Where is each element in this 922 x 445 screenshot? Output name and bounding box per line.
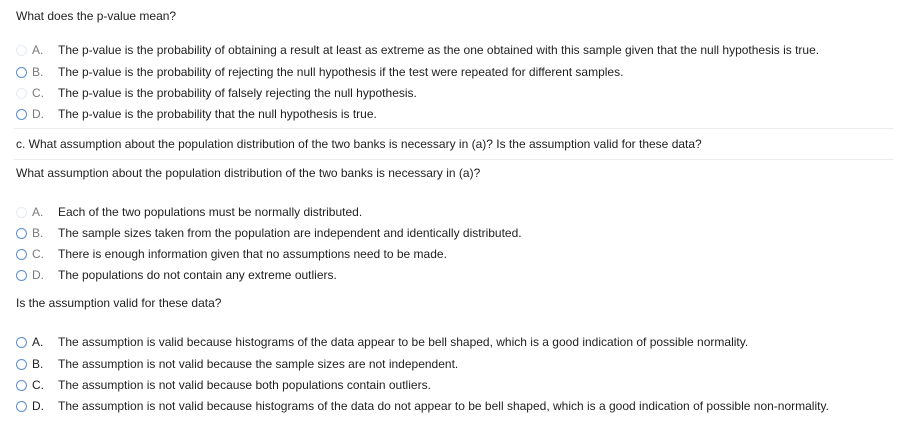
- option-text: The p-value is the probability of falsely rejecting the null hypothesis.: [58, 86, 417, 100]
- radio-button[interactable]: [16, 109, 27, 120]
- option-text: The assumption is not valid because both populations contain outliers.: [58, 378, 431, 392]
- radio-button[interactable]: [16, 207, 27, 218]
- option-3d[interactable]: [16, 398, 829, 414]
- option-text: There is enough information given that no assumptions need to be made.: [58, 247, 447, 261]
- option-text: The populations do not contain any extreme outliers.: [58, 268, 337, 282]
- option-text: The p-value is the probability of obtaining a result at least as extreme as the one obtained with this sample given that the null hypothesis is true.: [58, 43, 820, 57]
- option-letter: A.: [32, 335, 44, 349]
- option-1b[interactable]: [16, 64, 623, 80]
- option-letter: D.: [32, 399, 44, 413]
- option-3c[interactable]: [16, 377, 431, 393]
- option-text: The p-value is the probability that the null hypothesis is true.: [58, 107, 377, 121]
- radio-button[interactable]: [16, 270, 27, 281]
- question-assumption-valid: Is the assumption valid for these data?: [16, 296, 222, 310]
- question-assumption-necessary: What assumption about the population distribution of the two banks is necessary in (a)?: [16, 166, 481, 180]
- option-letter: D.: [32, 268, 44, 282]
- question-pvalue-meaning: What does the p-value mean?: [16, 9, 177, 23]
- radio-button[interactable]: [16, 45, 27, 56]
- option-letter: C.: [32, 86, 44, 100]
- option-text: The sample sizes taken from the population are independent and identically distributed.: [58, 226, 522, 240]
- option-3b[interactable]: [16, 356, 458, 372]
- option-letter: C.: [32, 378, 44, 392]
- option-text: The assumption is valid because histograms of the data appear to be bell shaped, which is a good indication of possible normality.: [58, 335, 749, 349]
- part-c-heading: c. What assumption about the population distribution of the two banks is necessary in (a)? Is the assumption valid for these data?: [16, 137, 702, 151]
- option-letter: B.: [32, 65, 44, 79]
- option-3a[interactable]: [16, 334, 748, 350]
- radio-button[interactable]: [16, 249, 27, 260]
- option-text: Each of the two populations must be normally distributed.: [58, 205, 363, 219]
- option-1a[interactable]: [16, 42, 819, 58]
- radio-button[interactable]: [16, 88, 27, 99]
- option-1c[interactable]: [16, 85, 417, 101]
- option-letter: B.: [32, 357, 44, 371]
- option-2c[interactable]: [16, 246, 447, 262]
- option-letter: B.: [32, 226, 44, 240]
- radio-button[interactable]: [16, 228, 27, 239]
- section-divider: [14, 128, 894, 129]
- option-2d[interactable]: [16, 267, 337, 283]
- option-letter: A.: [32, 43, 44, 57]
- option-2b[interactable]: [16, 225, 522, 241]
- radio-button[interactable]: [16, 337, 27, 348]
- option-text: The p-value is the probability of rejecting the null hypothesis if the test were repeated for different samples.: [58, 65, 624, 79]
- option-letter: A.: [32, 205, 44, 219]
- option-1d[interactable]: [16, 106, 377, 122]
- radio-button[interactable]: [16, 359, 27, 370]
- radio-button[interactable]: [16, 380, 27, 391]
- option-2a[interactable]: [16, 204, 362, 220]
- option-letter: D.: [32, 107, 44, 121]
- radio-button[interactable]: [16, 401, 27, 412]
- option-letter: C.: [32, 247, 44, 261]
- radio-button[interactable]: [16, 67, 27, 78]
- option-text: The assumption is not valid because the sample sizes are not independent.: [58, 357, 459, 371]
- option-text: The assumption is not valid because histograms of the data do not appear to be bell shaped, which is a good indication of possible non-normality.: [58, 399, 829, 413]
- section-divider: [14, 159, 894, 160]
